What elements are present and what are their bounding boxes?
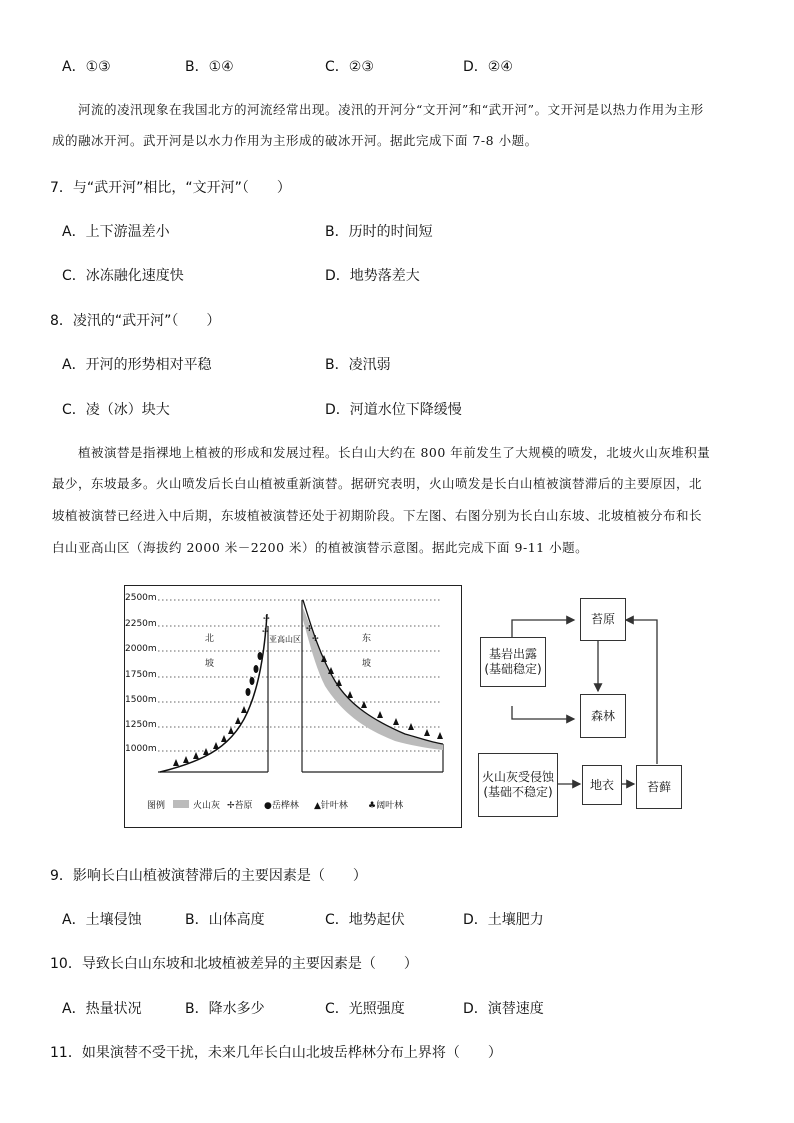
bedrock-line-1: 基岩出露 bbox=[488, 647, 537, 661]
option-a[interactable]: A．①③ bbox=[62, 59, 111, 75]
east-label-1: 东 bbox=[362, 634, 372, 644]
birch-tree-icon: ● bbox=[264, 801, 272, 811]
legend-tundra-label: 苔原 bbox=[234, 801, 253, 811]
q9-option-d[interactable]: D．土壤肥力 bbox=[463, 912, 544, 928]
legend-title: 图例 bbox=[147, 801, 166, 811]
svg-text:✢: ✢ bbox=[263, 614, 270, 623]
q7-option-b[interactable]: B．历时的时间短 bbox=[325, 224, 433, 240]
legend-broadleaf bbox=[368, 798, 403, 811]
passage-2-line-2: 最少，东坡最多。火山喷发后长白山植被重新演替。据研究表明，火山喷发是长白山植被演替滞后的主要原因，北 bbox=[52, 476, 703, 491]
y-label-1000: 1000m bbox=[125, 744, 157, 754]
question-7-stem: 7．与“武开河”相比，“文开河”（ ） bbox=[50, 180, 291, 196]
forest-box: 森林 bbox=[580, 694, 626, 738]
lichen-box: 地衣 bbox=[582, 765, 622, 805]
volcanic-ash-layer bbox=[303, 608, 443, 750]
q10-option-d[interactable]: D．演替速度 bbox=[463, 1001, 544, 1017]
option-b[interactable]: B．①④ bbox=[185, 59, 234, 75]
option-d[interactable]: D．②④ bbox=[463, 59, 513, 75]
bedrock-box bbox=[480, 637, 546, 687]
legend-birch bbox=[264, 798, 299, 811]
q9-option-a[interactable]: A．土壤侵蚀 bbox=[62, 912, 142, 928]
moss-box: 苔藓 bbox=[636, 765, 682, 809]
y-label-1500: 1500m bbox=[125, 695, 157, 705]
q8-option-d[interactable]: D．河道水位下降缓慢 bbox=[325, 402, 462, 418]
north-label-2: 坡 bbox=[205, 659, 215, 669]
passage-1-line-1: 河流的凌汛现象在我国北方的河流经常出现。凌汛的开河分“文开河”和“武开河”。文开河是以热力作用为主形 bbox=[78, 102, 704, 117]
y-label-1250: 1250m bbox=[125, 720, 157, 730]
legend-ash-swatch bbox=[173, 800, 189, 808]
passage-1-line-2: 成的融冰开河。武开河是以水力作用为主形成的破冰开河。据此完成下面 7-8 小题。 bbox=[52, 133, 538, 148]
ash-line-1: 火山灰受侵蚀 bbox=[481, 770, 554, 784]
legend-ash: 火山灰 bbox=[193, 801, 221, 811]
y-label-2500: 2500m bbox=[125, 593, 157, 603]
q10-option-c[interactable]: C．光照强度 bbox=[325, 1001, 405, 1017]
ash-line-2: (基础不稳定) bbox=[483, 785, 553, 799]
option-c[interactable]: C．②③ bbox=[325, 59, 374, 75]
svg-text:✢: ✢ bbox=[306, 624, 313, 633]
question-8-stem: 8．凌汛的“武开河”（ ） bbox=[50, 313, 221, 329]
y-label-2000: 2000m bbox=[125, 644, 157, 654]
tundra-box: 苔原 bbox=[580, 598, 626, 641]
conifer-tree-icon: ▲ bbox=[314, 801, 321, 811]
question-9-stem: 9．影响长白山植被演替滞后的主要因素是（ ） bbox=[50, 868, 367, 884]
y-label-1750: 1750m bbox=[125, 670, 157, 680]
passage-2-line-1: 植被演替是指裸地上植被的形成和发展过程。长白山大约在 800 年前发生了大规模的喷发，北坡火山灰堆积量 bbox=[78, 445, 711, 460]
legend-conifer bbox=[314, 798, 348, 811]
broadleaf-tree-icon: ♣ bbox=[368, 801, 377, 811]
legend-birch-label: 岳桦林 bbox=[271, 801, 299, 811]
y-label-2250: 2250m bbox=[125, 619, 157, 629]
vegetation-distribution-figure bbox=[124, 585, 462, 828]
tundra-icon: ✢ bbox=[227, 801, 235, 811]
q10-option-b[interactable]: B．降水多少 bbox=[185, 1001, 265, 1017]
bedrock-line-2: (基础稳定) bbox=[484, 662, 542, 676]
legend-conifer-label: 针叶林 bbox=[320, 801, 348, 811]
subalpine-label: 亚高山区 bbox=[269, 635, 301, 644]
q8-option-a[interactable]: A．开河的形势相对平稳 bbox=[62, 357, 212, 373]
north-label-1: 北 bbox=[205, 634, 215, 644]
question-10-stem: 10．导致长白山东坡和北坡植被差异的主要因素是（ ） bbox=[50, 956, 418, 972]
q7-option-a[interactable]: A．上下游温差小 bbox=[62, 224, 170, 240]
svg-text:✢: ✢ bbox=[262, 627, 269, 636]
question-11-stem: 11．如果演替不受干扰，未来几年长白山北坡岳桦林分布上界将（ ） bbox=[50, 1045, 502, 1061]
elevation-gridlines bbox=[158, 600, 441, 751]
svg-text:✢: ✢ bbox=[312, 634, 319, 643]
q7-option-c[interactable]: C．冰冻融化速度快 bbox=[62, 268, 184, 284]
q10-option-a[interactable]: A．热量状况 bbox=[62, 1001, 142, 1017]
legend-broadleaf-label: 阔叶林 bbox=[376, 801, 404, 811]
profile-diagram bbox=[125, 586, 460, 826]
passage-2-line-3: 坡植被演替已经进入中后期，东坡植被演替还处于初期阶段。下左图、右图分别为长白山东坡、北坡植被分布和长 bbox=[52, 508, 703, 523]
q8-option-b[interactable]: B．凌汛弱 bbox=[325, 357, 391, 373]
legend-tundra bbox=[227, 798, 253, 811]
q8-option-c[interactable]: C．凌（冰）块大 bbox=[62, 402, 170, 418]
east-label-2: 坡 bbox=[362, 659, 372, 669]
volcanic-ash-box bbox=[478, 753, 558, 817]
passage-2-line-4: 白山亚高山区（海拔约 2000 米－2200 米）的植被演替示意图。据此完成下面 9-11 小题。 bbox=[52, 540, 589, 555]
q7-option-d[interactable]: D．地势落差大 bbox=[325, 268, 420, 284]
q9-option-b[interactable]: B．山体高度 bbox=[185, 912, 265, 928]
q9-option-c[interactable]: C．地势起伏 bbox=[325, 912, 405, 928]
